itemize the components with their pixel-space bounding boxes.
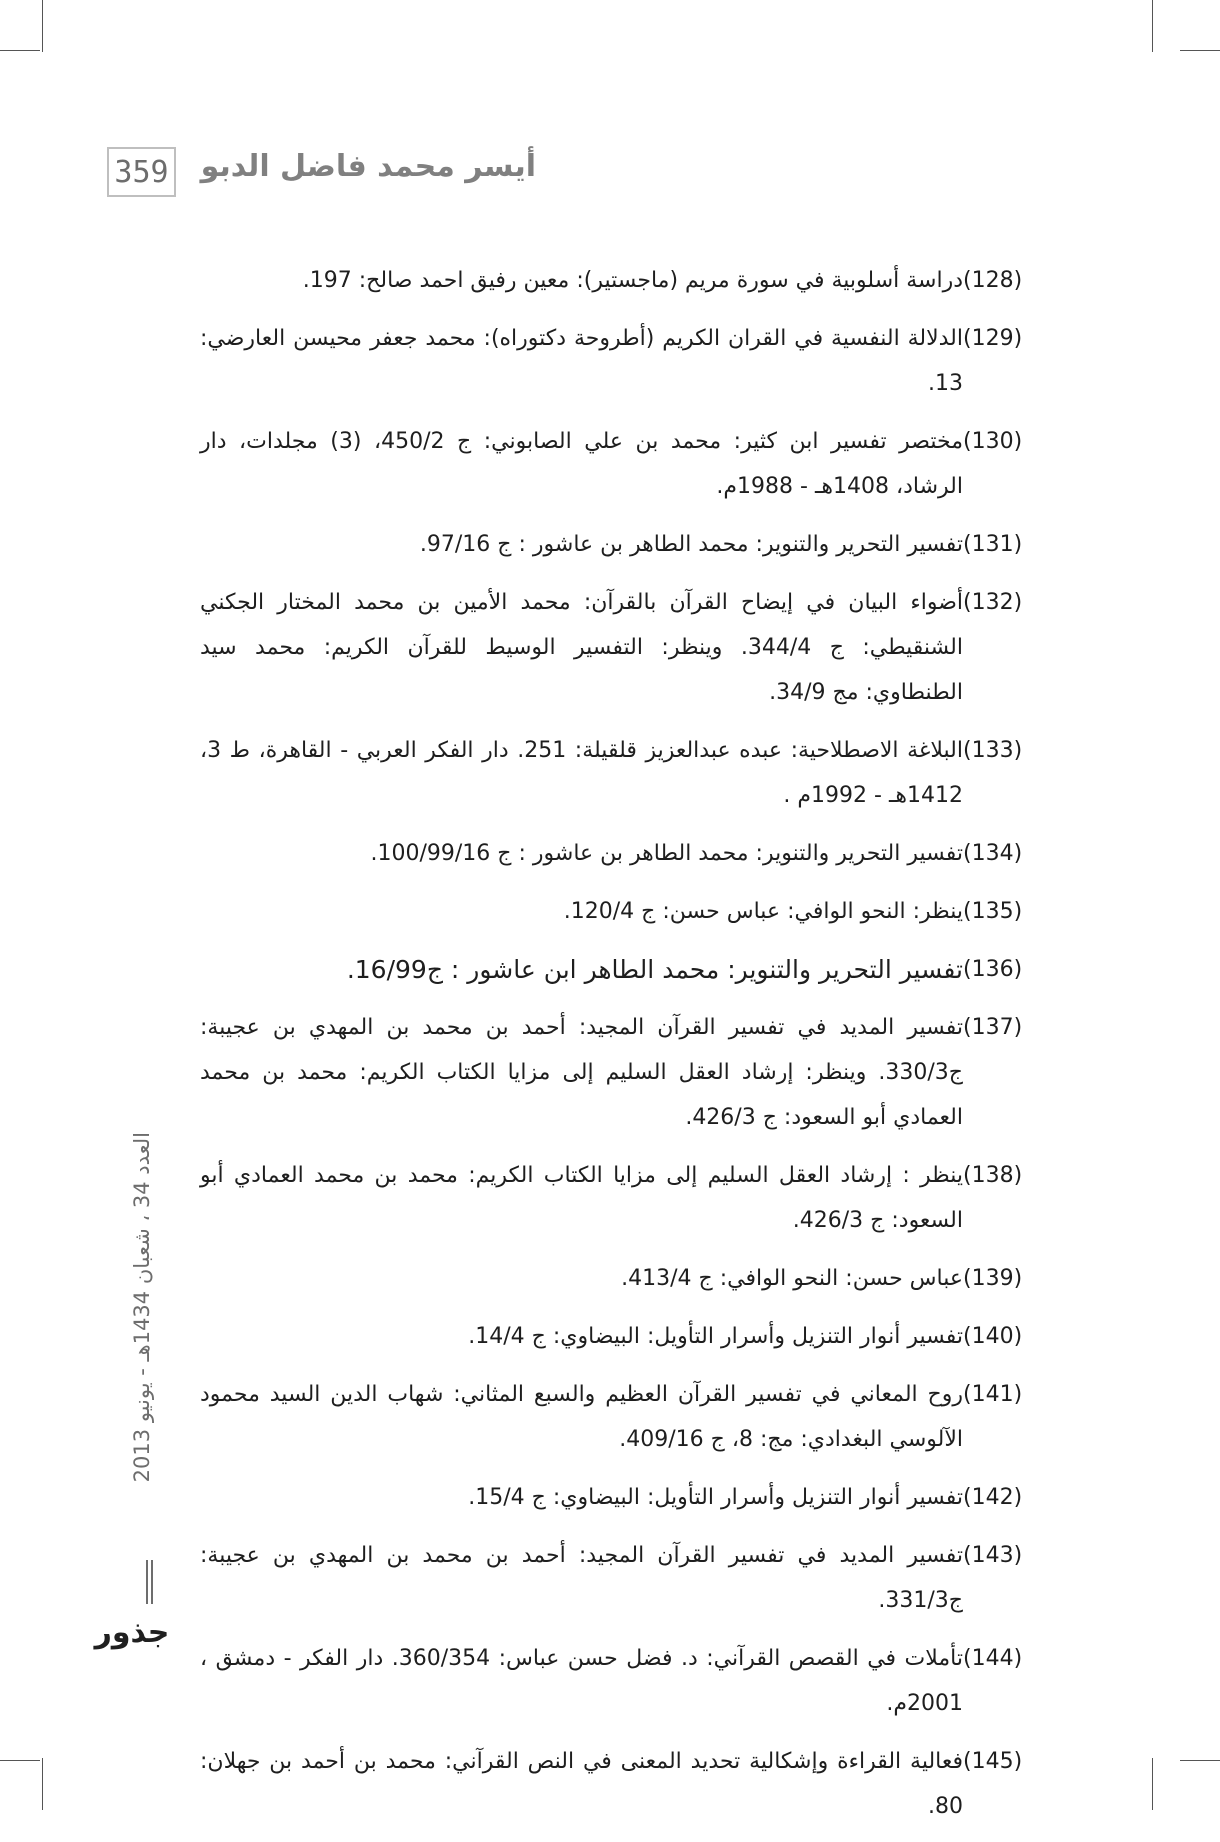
endnote-text: تفسير المديد في تفسير القرآن المجيد: أحمد بن محمد بن المهدي بن عجيبة: ج331/3.: [200, 1543, 963, 1613]
endnote-text: روح المعاني في تفسير القرآن العظيم والسبع المثاني: شهاب الدين السيد محمود الآلوسي البغدادي: مج: 8، ج 409/16.: [200, 1382, 963, 1452]
endnote-number: (141): [963, 1382, 1023, 1407]
endnote-number: (137): [963, 1015, 1023, 1040]
endnote-text: تفسير التحرير والتنوير: محمد الطاهر بن عاشور : ج 100/99/16.: [370, 841, 963, 866]
endnote-number: (144): [963, 1646, 1023, 1671]
endnote-text: ينظر: النحو الوافي: عباس حسن: ج 120/4.: [563, 899, 963, 924]
endnote: [200, 419, 1045, 509]
endnote-text: تفسير التحرير والتنوير: محمد الطاهر ابن عاشور : ج16/99.: [346, 955, 963, 984]
crop-mark-top-left: [42, 0, 43, 52]
endnote-number: (139): [963, 1266, 1023, 1291]
endnote-number: (143): [963, 1543, 1023, 1568]
crop-mark-bottom-right: [1152, 1758, 1153, 1810]
endnote-number: (133): [963, 738, 1023, 763]
endnote-number: (145): [963, 1749, 1023, 1774]
endnote: [200, 1739, 1045, 1829]
endnote: [200, 1005, 1045, 1140]
endnote-number: (132): [963, 590, 1023, 615]
endnote: [200, 1314, 1045, 1359]
endnote: [200, 1475, 1045, 1520]
endnote: [200, 1636, 1045, 1726]
crop-mark-top-left-h: [0, 50, 40, 51]
endnote: [200, 258, 1045, 303]
endnote-number: (130): [963, 429, 1023, 454]
endnote-number: (134): [963, 841, 1023, 866]
endnote-number: (136): [963, 957, 1023, 982]
endnote-text: البلاغة الاصطلاحية: عبده عبدالعزيز قلقيلة: 251. دار الفكر العربي - القاهرة، ط 3، 1412هـ - 1992م .: [200, 738, 963, 808]
crop-mark-bottom-left: [42, 1758, 43, 1810]
crop-mark-top-right: [1152, 0, 1153, 52]
side-divider-2: [151, 1560, 153, 1604]
endnote: [200, 1533, 1045, 1623]
endnote-number: (140): [963, 1324, 1023, 1349]
endnote-text: تفسير أنوار التنزيل وأسرار التأويل: البيضاوي: ج 14/4.: [468, 1324, 963, 1349]
side-divider: [146, 1560, 148, 1604]
endnote: [200, 831, 1045, 876]
endnote-text: أضواء البيان في إيضاح القرآن بالقرآن: محمد الأمين بن محمد المختار الجكني الشنقيطي: ج 344/4. وينظر: التفسير الوسيط للقرآن الكريم: محمد سيد الطنطاوي: مج 34/9.: [200, 590, 963, 705]
endnote: [200, 1372, 1045, 1462]
endnote-text: عباس حسن: النحو الوافي: ج 413/4.: [621, 1266, 963, 1291]
endnote: [200, 1153, 1045, 1243]
endnote-number: (128): [963, 268, 1023, 293]
endnote-number: (131): [963, 532, 1023, 557]
endnote: [200, 728, 1045, 818]
endnote-text: تفسير المديد في تفسير القرآن المجيد: أحمد بن محمد بن المهدي بن عجيبة: ج330/3. وينظر: إرشاد العقل السليم إلى مزايا الكتاب الكريم: محمد بن محمد العمادي أبو السعود: ج 426/3.: [200, 1015, 963, 1130]
endnote-number: (129): [963, 326, 1023, 351]
endnote: [200, 889, 1045, 934]
endnote-number: (135): [963, 899, 1023, 924]
endnote-text: تفسير التحرير والتنوير: محمد الطاهر بن عاشور : ج 97/16.: [419, 532, 963, 557]
endnote-number: (138): [963, 1163, 1023, 1188]
endnote: [200, 522, 1045, 567]
endnote: [200, 316, 1045, 406]
endnote-text: تأملات في القصص القرآني: د. فضل حسن عباس: 360/354. دار الفكر - دمشق ، 2001م.: [200, 1646, 963, 1716]
endnote-text: تفسير أنوار التنزيل وأسرار التأويل: البيضاوي: ج 15/4.: [468, 1485, 963, 1510]
crop-mark-bottom-right-h: [1180, 1760, 1220, 1761]
endnote: [200, 947, 1045, 992]
endnote: [200, 580, 1045, 715]
running-header-author: أيسر محمد فاضل الدبو: [200, 149, 536, 184]
endnote-text: مختصر تفسير ابن كثير: محمد بن علي الصابوني: ج 450/2، (3) مجلدات، دار الرشاد، 1408هـ - 1988م.: [200, 429, 963, 499]
endnote-text: ينظر : إرشاد العقل السليم إلى مزايا الكتاب الكريم: محمد بن محمد العمادي أبو السعود: ج 426/3.: [200, 1163, 963, 1233]
endnote-text: فعالية القراءة وإشكالية تحديد المعنى في النص القرآني: محمد بن أحمد بن جهلان: 80.: [200, 1749, 963, 1819]
endnote-text: دراسة أسلوبية في سورة مريم (ماجستير): معين رفيق احمد صالح: 197.: [302, 268, 963, 293]
journal-logo: جذور: [94, 1614, 170, 1650]
endnotes-list: [200, 258, 1045, 1842]
page-number: 359: [107, 147, 176, 197]
crop-mark-bottom-left-h: [0, 1760, 40, 1761]
issue-label: العدد 34 ، شعبان 1434هـ - يونيو 2013: [130, 1132, 154, 1483]
crop-mark-top-right-h: [1180, 50, 1220, 51]
endnote-text: الدلالة النفسية في القران الكريم (أطروحة دكتوراه): محمد جعفر محيسن العارضي: 13.: [200, 326, 963, 396]
endnote-number: (142): [963, 1485, 1023, 1510]
endnote: [200, 1256, 1045, 1301]
